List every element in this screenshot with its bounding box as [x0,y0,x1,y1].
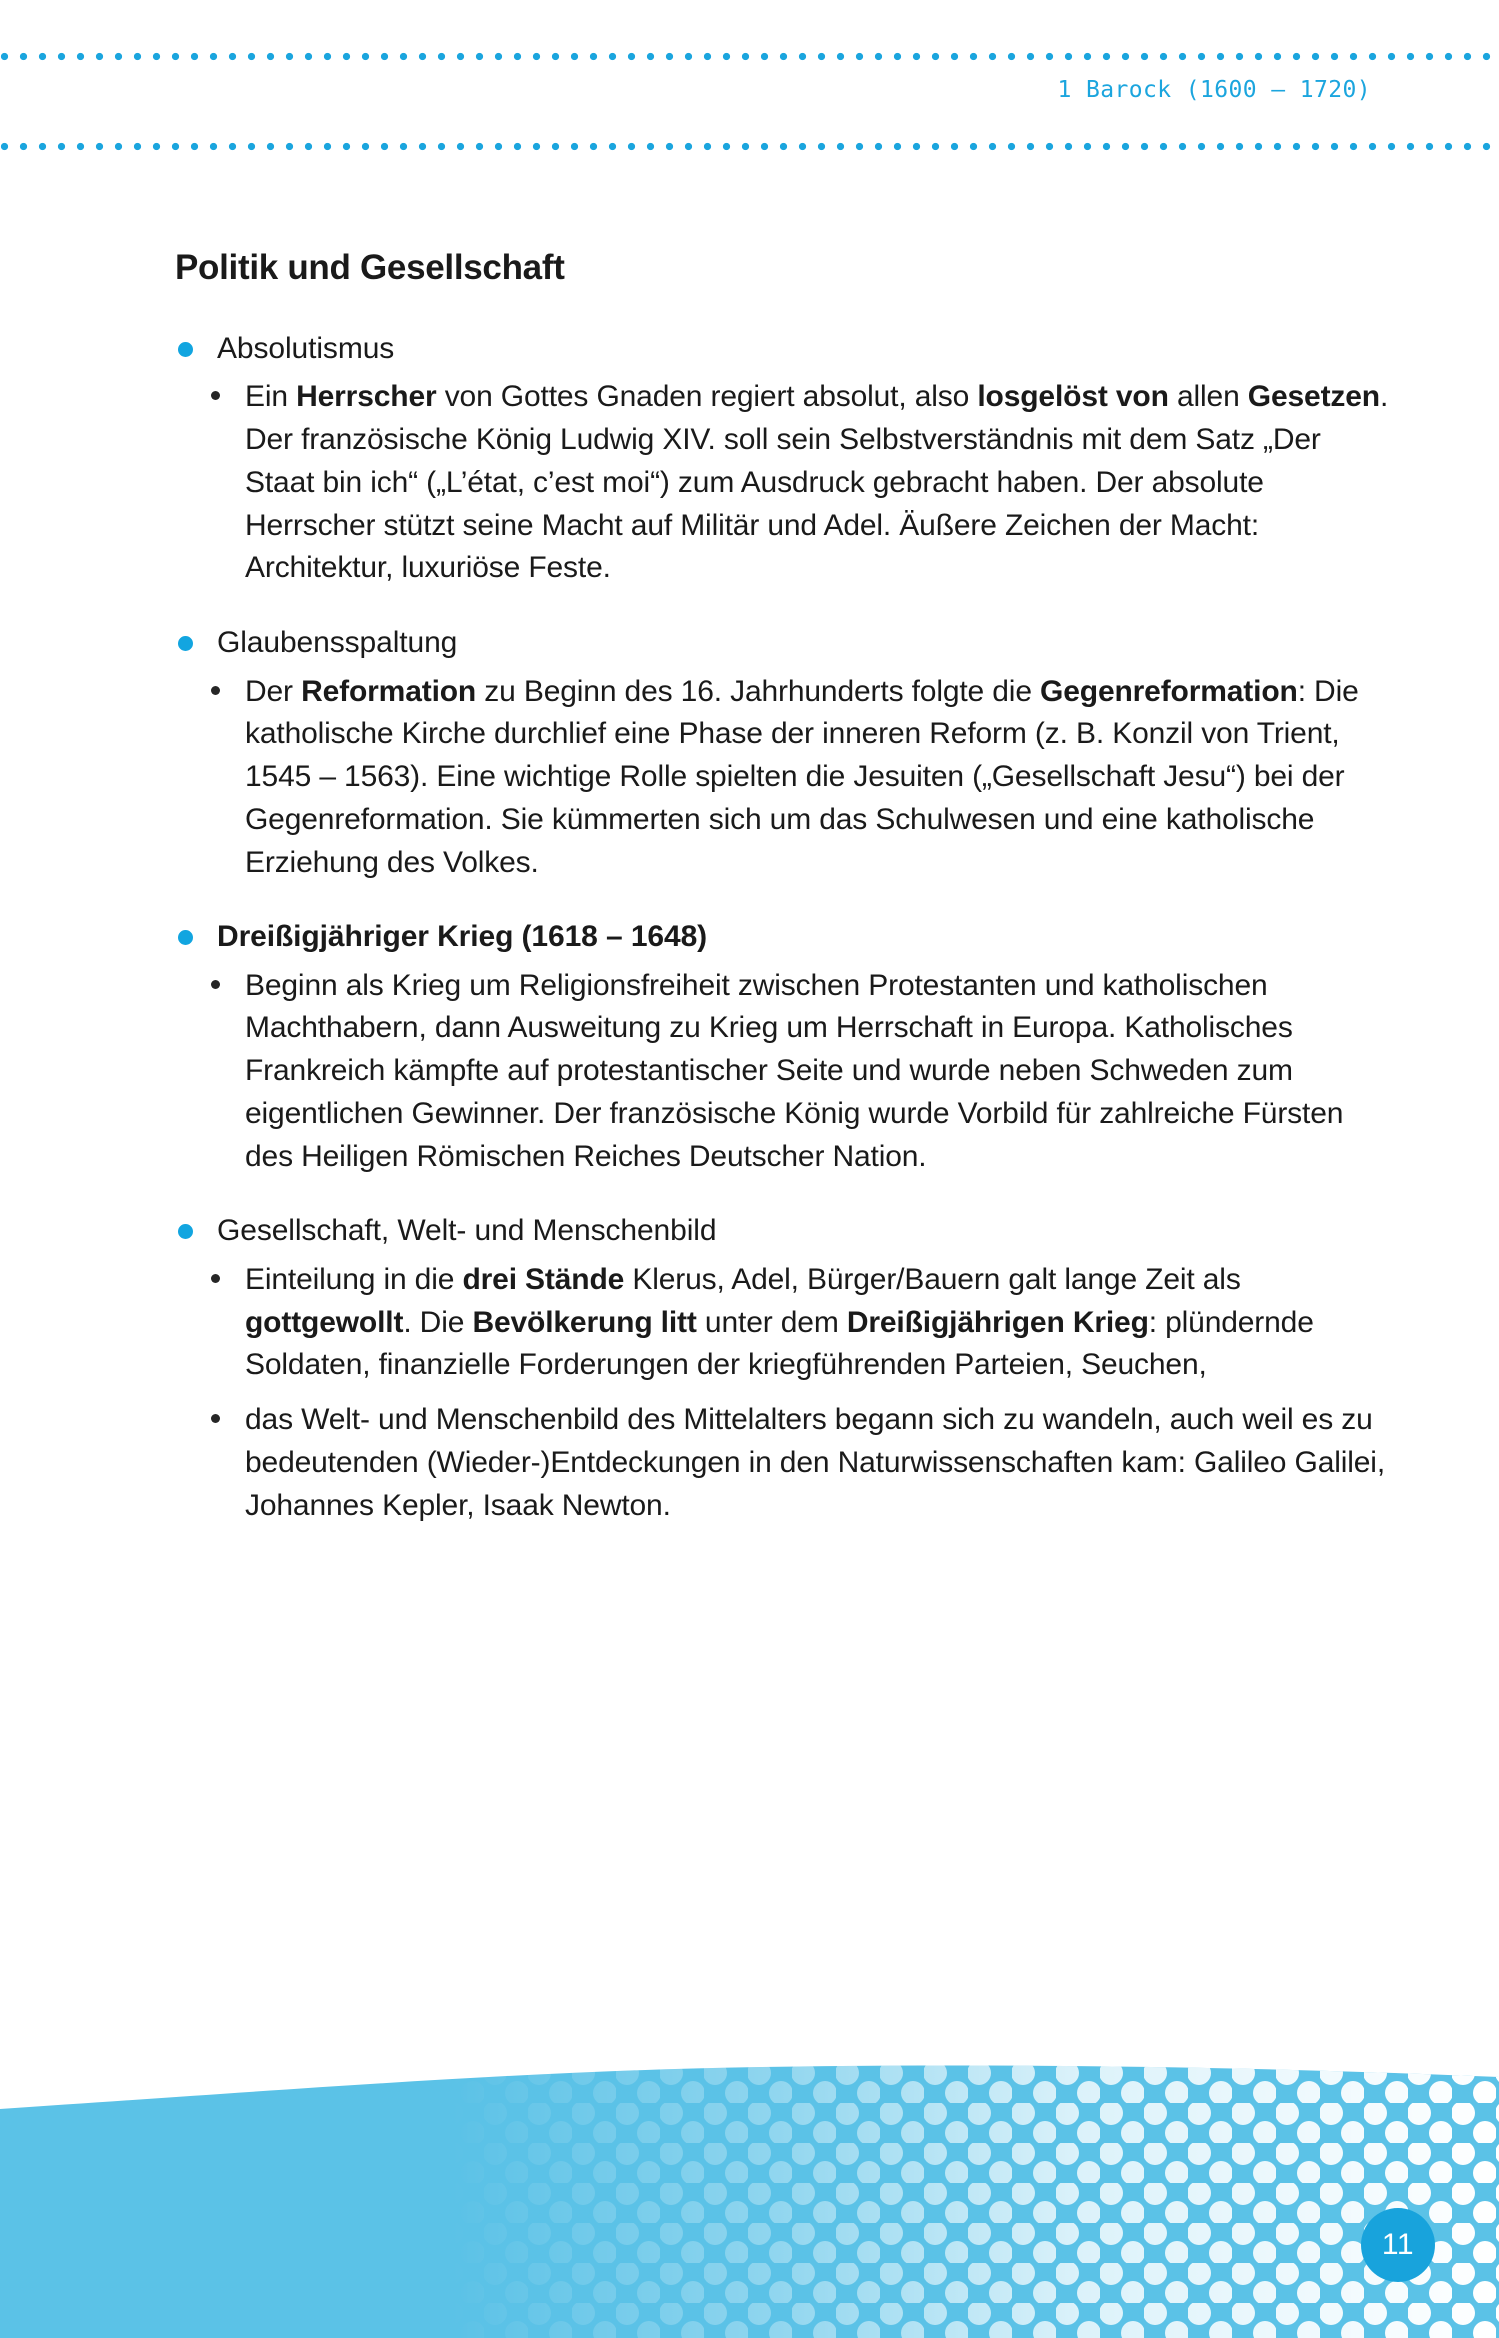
bullet-level2-text: Ein Herrscher von Gottes Gnaden regiert absolut, also losgelöst von allen Gesetzen. Der französische König Ludwig XIV. soll sein Selbstverständnis mit dem Satz „Der Staat bin ich“ („L’état, c’est moi“) zum Ausdruck gebracht haben. Der absolute Herrscher stützt seine Macht auf Militär und Adel. Äußere Zeichen der Macht: Architektur, luxuriöse Feste. [245,380,1389,585]
page-title: Politik und Gesellschaft [175,248,565,287]
bullet-dot-icon [178,342,193,357]
bullet-dot-icon [178,636,193,651]
bullet-level1 [175,624,1390,662]
bullet-level2 [205,965,1390,1179]
dotted-rule-bottom [0,142,1499,151]
bullet-level2-text: Einteilung in die drei Stände Klerus, Adel, Bürger/Bauern galt lange Zeit als gottgewollt. Die Bevölkerung litt unter dem Dreißigjährigen Krieg: plündernde Soldaten, finanzielle Forderungen der kriegführenden Parteien, Seuchen, [245,1262,1314,1382]
sub-bullet-dot-icon [211,391,220,400]
dotted-rule-top [0,52,1499,61]
bullet-list [175,330,1390,1527]
sub-bullet-dot-icon [211,1414,220,1423]
running-header [0,0,1499,160]
bullet-level1-label: Glaubensspaltung [217,626,458,660]
bullet-dot-icon [178,930,193,945]
bullet-level1 [175,918,1390,956]
sub-bullet-dot-icon [211,1274,220,1283]
bullet-level2 [205,1259,1390,1387]
bullet-level2 [205,671,1390,885]
bullet-level1-label: Absolutismus [217,332,395,365]
running-header-title: 1 Barock (1600 – 1720) [1057,77,1371,103]
bullet-level2-text: Der Reformation zu Beginn des 16. Jahrhunderts folgte die Gegenreformation: Die katholische Kirche durchlief eine Phase der inneren Reform (z. B. Konzil von Trient, 1545 – 1563). Eine wichtige Rolle spielten die Jesuiten („Gesellschaft Jesu“) bei der Gegenreformation. Sie kümmerten sich um das Schulwesen und eine katholische Erziehung des Volkes. [245,674,1359,879]
decorative-wave [0,2063,1499,2338]
bullet-level1-label: Dreißigjähriger Krieg (1618 – 1648) [217,920,708,954]
page-number-badge: 11 [1361,2208,1435,2282]
bullet-level2-text: das Welt- und Menschenbild des Mittelalters begann sich zu wandeln, auch weil es zu bedeutenden (Wieder-)Entdeckungen in den Naturwissenschaften kam: Galileo Galilei, Johannes Kepler, Isaak Newton. [245,1403,1386,1522]
bullet-level2 [205,1399,1390,1527]
bullet-level1 [175,330,1390,368]
bullet-level1 [175,1212,1390,1250]
bullet-level2 [205,376,1390,590]
sub-bullet-dot-icon [211,980,220,989]
bullet-dot-icon [178,1224,193,1239]
sub-bullet-dot-icon [211,686,220,695]
bullet-level2-text: Beginn als Krieg um Religionsfreiheit zwischen Protestanten und katholischen Machthabern, dann Ausweitung zu Krieg um Herrschaft in Europa. Katholisches Frankreich kämpfte auf protestantischer Seite und wurde neben Schweden zum eigentlichen Gewinner. Der französische König wurde Vorbild für zahlreiche Fürsten des Heiligen Römischen Reiches Deutscher Nation. [245,968,1344,1173]
bullet-level1-label: Gesellschaft, Welt- und Menschenbild [217,1214,717,1248]
content-column [175,248,1390,1527]
